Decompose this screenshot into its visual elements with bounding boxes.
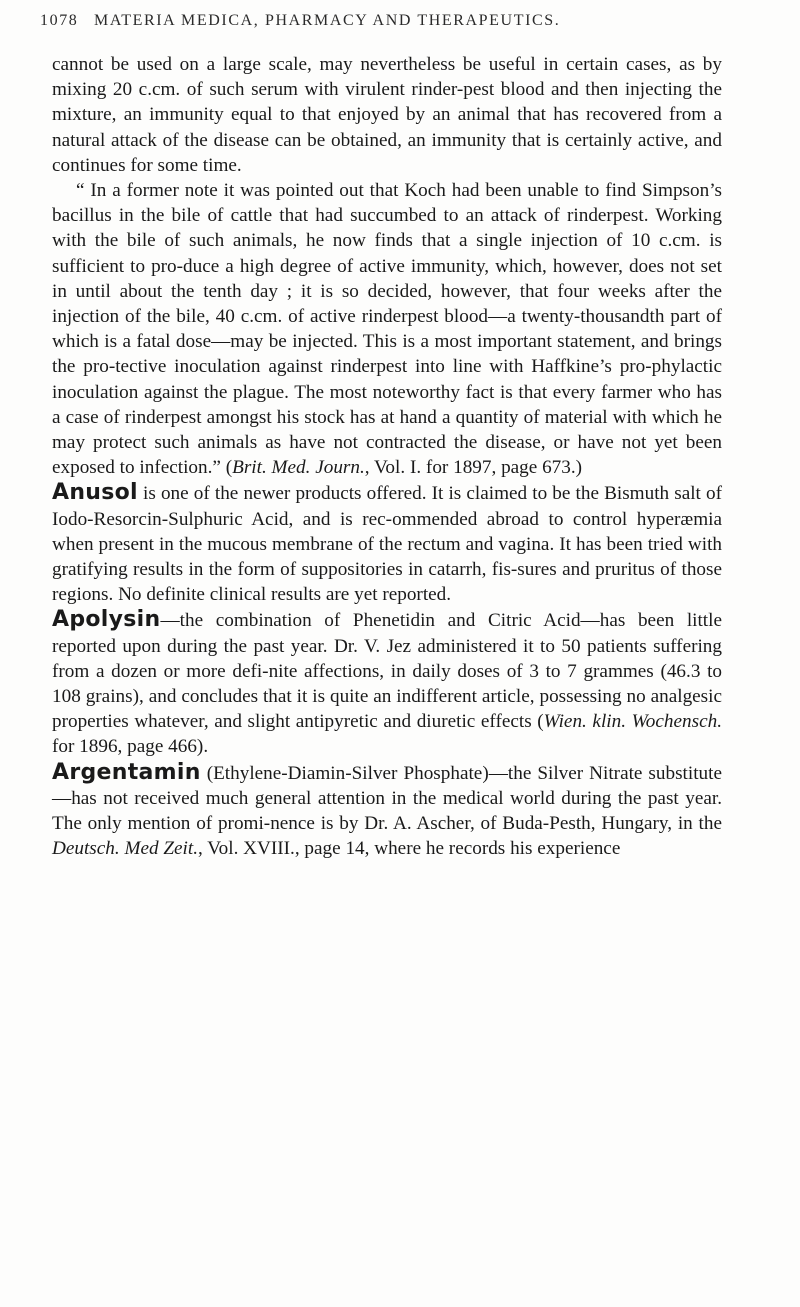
citation-journal: Deutsch. Med Zeit. (52, 838, 199, 860)
citation-journal: Brit. Med. Journ. (232, 457, 365, 479)
entry-text-argentamin: (Ethylene-Diamin-Silver Phosphate)—the Silver Nitrate substitute—has not received much general attention in the medical world during the past year. The only mention of promi-nence is by Dr. A. Ascher, of Buda-Pesth, Hungary, in the (52, 762, 722, 835)
running-title: MATERIA MEDICA, PHARMACY AND THERAPEUTICS. (94, 12, 561, 29)
entry-text-anusol: is one of the newer products offered. It is claimed to be the Bismuth salt of Iodo-Resorcin-Sulphuric Acid, and is rec-ommended abroad to control hyperæmia when present in the mucous membrane of the rectum and vagina. It has been tried with gratifying results in the form of suppositories in catarrh, fis-sures and pruritus of those regions. No definite clinical results are yet reported. (52, 483, 722, 606)
entry-apolysin (52, 607, 722, 759)
citation-details: , Vol. XVIII., page 14, where he records his experience (198, 838, 621, 860)
paragraph-quotation (52, 178, 722, 480)
entry-text-apolysin: —the combination of Phenetidin and Citric Acid—has been little reported upon during the past year. Dr. V. Jez administered it to 50 patients suffering from a dozen or more defi-nite affections, in daily doses of 3 to 7 grammes (46.3 to 108 grains), and concludes that it is quite an indifferent article, possessing no analgesic properties whatever, and slight antipyretic and diuretic effects ( (52, 610, 722, 733)
entry-anusol (52, 480, 722, 607)
body-text (52, 52, 722, 862)
entry-term-apolysin: Apolysin (52, 607, 161, 633)
citation-details: , Vol. I. for 1897, page 673.) (364, 457, 583, 479)
entry-term-argentamin: Argentamin (52, 759, 201, 785)
citation-journal: Wien. klin. Wochensch. (543, 711, 722, 733)
running-header (40, 12, 760, 38)
entry-term-anusol: Anusol (52, 480, 138, 506)
paragraph-continuation: cannot be used on a large scale, may nevertheless be useful in certain cases, as by mixing 20 c.cm. of such serum with virulent rinder-pest blood and then injecting the mixture, an immunity equal to that enjoyed by an animal that has recovered from a natural attack of the disease can be obtained, an immunity that is certainly active, and continues for some time. (52, 54, 722, 176)
citation-details: for 1896, page 466). (52, 736, 209, 758)
entry-argentamin (52, 760, 722, 862)
page-number: 1078 (40, 12, 79, 29)
quotation-text: “ In a former note it was pointed out that Koch had been unable to find Simpson’s bacillus in the bile of cattle that had succumbed to an attack of rinderpest. Working with the bile of such animals, he now finds that a single injection of 10 c.cm. is sufficient to pro-duce a high degree of active immunity, which, however, does not set in until about the tenth day ; it is so decided, however, that four weeks after the injection of the bile, 40 c.cm. of active rinderpest blood—a twenty-thousandth part of which is a fatal dose—may be injected. This is a most important statement, and brings the pro-tective inoculation against rinderpest into line with Haffkine’s pro-phylactic inoculation against the plague. The most noteworthy fact is that every farmer who has a case of rinderpest amongst his stock has at hand a quantity of material with which he may protect such animals as have not contracted the disease, or have not yet been exposed to infection.” ( (52, 180, 722, 479)
